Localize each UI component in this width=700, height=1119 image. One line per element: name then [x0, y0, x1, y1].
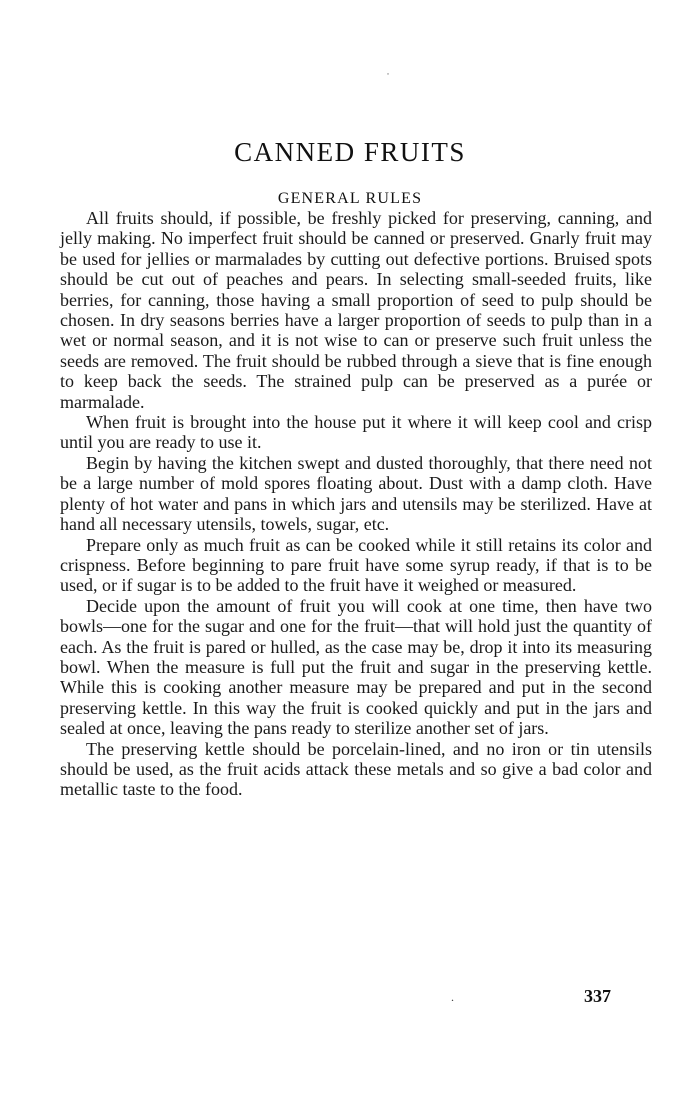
- paragraph: When fruit is brought into the house put it where it will keep cool and crisp until you are ready to use it.: [60, 412, 652, 453]
- print-speck: .: [451, 990, 454, 1004]
- body-text: [60, 208, 652, 800]
- paragraph: All fruits should, if possible, be freshly picked for preserving, canning, and jelly making. No imperfect fruit should be canned or preserved. Gnarly fruit may be used for jellies or marmalades by cutting out defective portions. Bruised spots should be cut out of peaches and pears. In selecting small-seeded fruits, like berries, for canning, those having a small proportion of seed to pulp should be chosen. In dry seasons berries have a larger proportion of seeds to pulp than in a wet or normal season, and it is not wise to can or preserve such fruit unless the seeds are removed. The fruit should be rubbed through a sieve that is fine enough to keep back the seeds. The strained pulp can be preserved as a purée or marmalade.: [60, 208, 652, 412]
- page-title: CANNED FRUITS: [234, 137, 466, 167]
- paragraph: Begin by having the kitchen swept and dusted thoroughly, that there need not be a large number of mold spores floating about. Dust with a damp cloth. Have plenty of hot water and pans in which jars and utensils may be sterilized. Have at hand all necessary utensils, towels, sugar, etc.: [60, 452, 652, 535]
- paragraph: The preserving kettle should be porcelain-lined, and no iron or tin utensils should be used, as the fruit acids attack these metals and so give a bad color and metallic taste to the food.: [60, 738, 652, 800]
- paragraph: Prepare only as much fruit as can be cooked while it still retains its color and crispness. Before beginning to pare fruit have some syrup ready, if that is to be used, or if sugar is to be added to the fruit have it weighed or measured.: [60, 534, 652, 596]
- page-number: 337: [584, 986, 611, 1006]
- section-heading: GENERAL RULES: [277, 190, 423, 207]
- paragraph: Decide upon the amount of fruit you will cook at one time, then have two bowls—one for the sugar and one for the fruit—that will hold just the quantity of each. As the fruit is pared or hulled, as the case may be, drop it into its measuring bowl. When the measure is full put the fruit and sugar in the preserving kettle. While this is cooking another measure may be prepared and put in the second preserving kettle. In this way the fruit is cooked quickly and put in the jars and sealed at once, leaving the pans ready to sterilize another set of jars.: [60, 595, 652, 739]
- print-speck: ˙: [386, 70, 390, 84]
